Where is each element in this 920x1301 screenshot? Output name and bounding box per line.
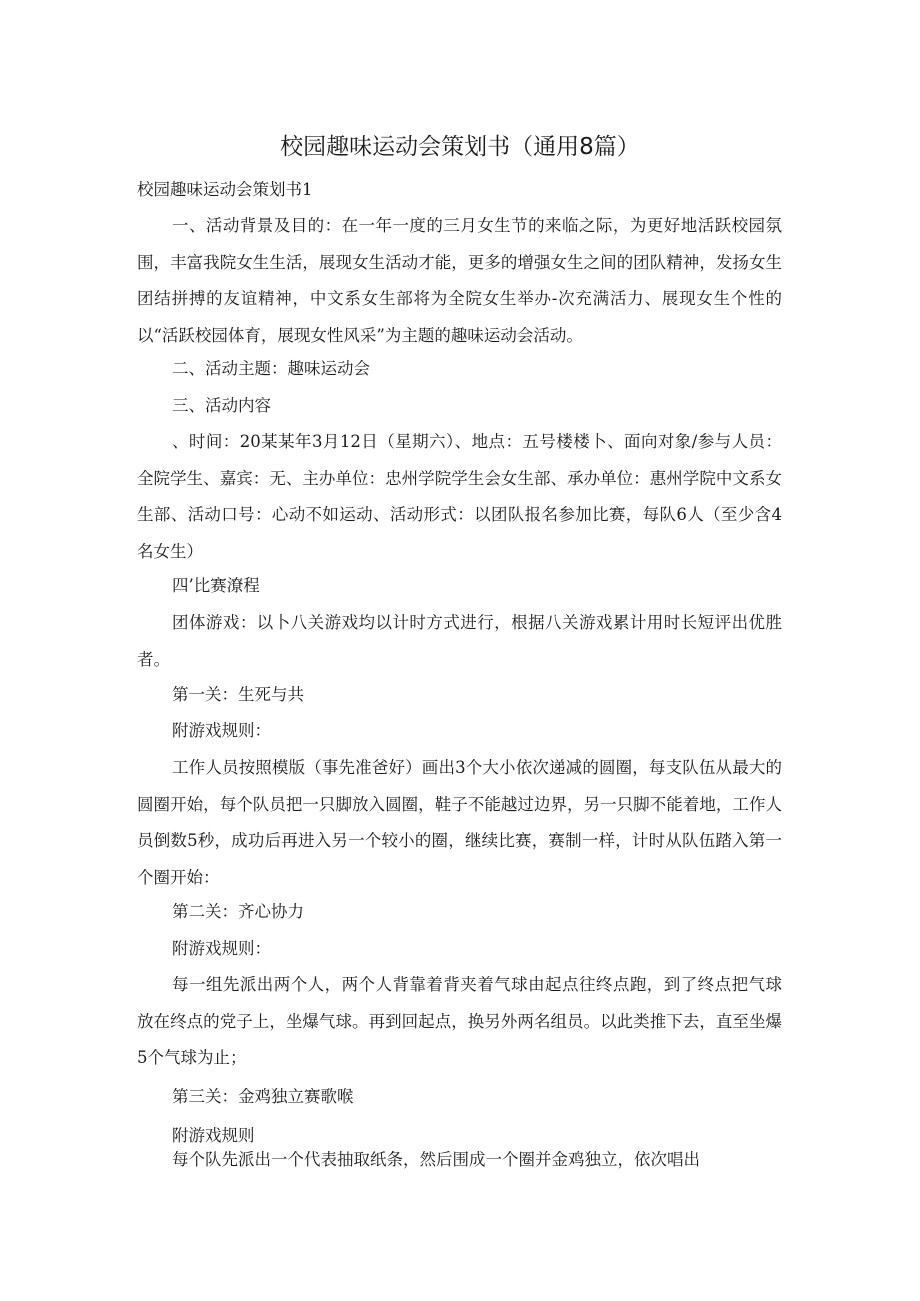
paragraph-team-games: 团体游戏：以卜八关游戏均以计时方式进行，根据八关游戏累计用时长短评出优胜者。 [137, 613, 782, 669]
paragraph-rules-label-1: 附游戏规则： [172, 721, 271, 740]
paragraph-level-two: 第二关：齐心协力 [172, 902, 304, 921]
paragraph-rules-three: 每个队先派出一个代表抽取纸条，然后围成一个圈并金鸡独立，依次唱出 [172, 1150, 700, 1169]
paragraph-rules-one: 工作人员按照模版（事先准爸好）画出3个大小依次递减的圆圈，每支队伍从最大的圆圈开始，每个队员把一只脚放入圆圈，鞋子不能越过边界，另一只脚不能着地，工作人员倒数5秒，成功后再进入另一个较小的圈，继续比赛，赛制一样，计时从队伍踏入第一个圈开始： [137, 758, 782, 887]
paragraph-schedule-heading: 四’比赛潦程 [172, 576, 260, 595]
paragraph-rules-label-2: 附游戏规则： [172, 939, 271, 958]
paragraph-level-three: 第三关：金鸡独立赛歌喉 [172, 1087, 354, 1106]
paragraph-background-purpose: 一、活动背景及目的：在一年一度的三月女生节的来临之际，为更好地活跃校园氛围，丰富我院女生生活，展现女生活动才能，更多的增强女生之间的团队精神，发扬女生团结拼搏的友谊精神，中文系女生部将为全院女生举办-次充满活力、展现女生个性的以“活跃校园体育，展现女性风采”为主题的趣味运动会活动。 [137, 216, 782, 345]
paragraph-rules-label-3: 附游戏规则 [172, 1126, 255, 1145]
document-title: 校园趣味运动会策划书（通用8篇） [280, 134, 640, 160]
paragraph-level-one: 第一关：生死与共 [172, 685, 304, 704]
paragraph-rules-two: 每一组先派出两个人，两个人背靠着背夹着气球由起点往终点跑，到了终点把气球放在终点的党子上，坐爆气球。再到回起点，换另外两名组员。以此类推下去，直至坐爆5个气球为止； [137, 975, 782, 1067]
paragraph-time-location: 、时间：20某某年3月12日（星期六）、地点：五号楼楼卜、面向对象/参与人员：全院学生、嘉宾：无、主办单位：忠州学院学生会女生部、承办单位：惠州学院中文系女生部、活动口号：心动不如运动、活动形式：以团队报名参加比赛，每队6人（至少含4名女生） [137, 432, 782, 561]
document-subtitle: 校园趣味运动会策划书1 [137, 180, 313, 199]
paragraph-content-heading: 三、活动内容 [172, 396, 271, 415]
paragraph-theme: 二、活动主题：趣味运动会 [172, 359, 370, 378]
